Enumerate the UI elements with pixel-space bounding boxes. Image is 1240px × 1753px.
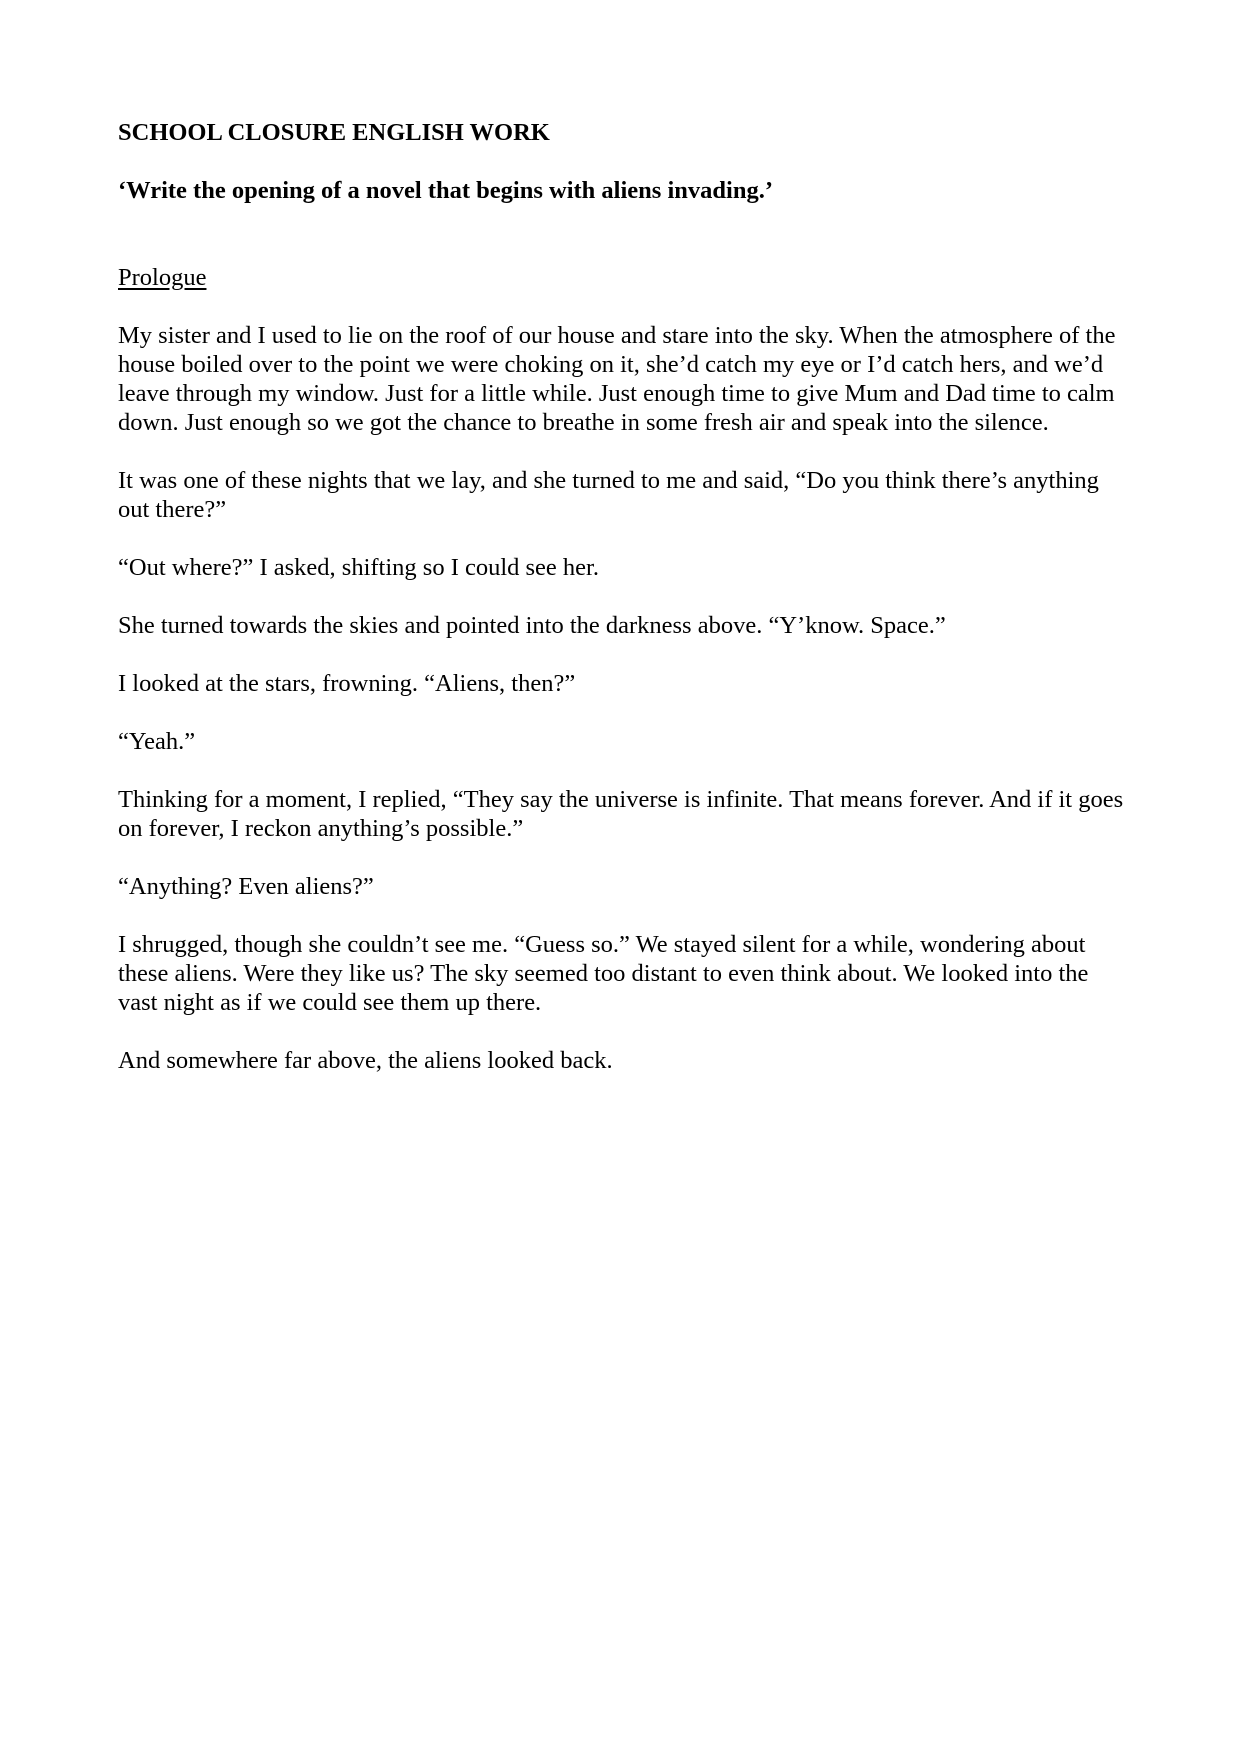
paragraph: I looked at the stars, frowning. “Aliens, then?” xyxy=(118,670,576,697)
document-heading: SCHOOL CLOSURE ENGLISH WORK xyxy=(118,119,550,146)
paragraph: It was one of these nights that we lay, and she turned to me and said, “Do you think there’s anything out there?” xyxy=(118,467,1099,523)
paragraph: “Anything? Even aliens?” xyxy=(118,873,374,900)
section-title: Prologue xyxy=(118,264,207,291)
paragraph: “Yeah.” xyxy=(118,728,196,755)
document-body xyxy=(118,118,1128,1075)
paragraph: Thinking for a moment, I replied, “They say the universe is infinite. That means forever. And if it goes on forever, I reckon anything’s possible.” xyxy=(118,786,1124,842)
paragraph: She turned towards the skies and pointed into the darkness above. “Y’know. Space.” xyxy=(118,612,946,639)
paragraph: “Out where?” I asked, shifting so I could see her. xyxy=(118,554,599,581)
paragraph: My sister and I used to lie on the roof of our house and stare into the sky. When the atmosphere of the house boiled over to the point we were choking on it, she’d catch my eye or I’d catch hers, and we’d leave through my window. Just for a little while. Just enough time to give Mum and Dad time to calm down. Just enough so we got the chance to breathe in some fresh air and speak into the silence. xyxy=(118,322,1116,436)
task-prompt: ‘Write the opening of a novel that begins with aliens invading.’ xyxy=(118,177,773,204)
paragraph: And somewhere far above, the aliens looked back. xyxy=(118,1047,613,1074)
paragraph: I shrugged, though she couldn’t see me. “Guess so.” We stayed silent for a while, wondering about these aliens. Were they like us? The sky seemed too distant to even think about. We looked into the vast night as if we could see them up there. xyxy=(118,931,1089,1016)
